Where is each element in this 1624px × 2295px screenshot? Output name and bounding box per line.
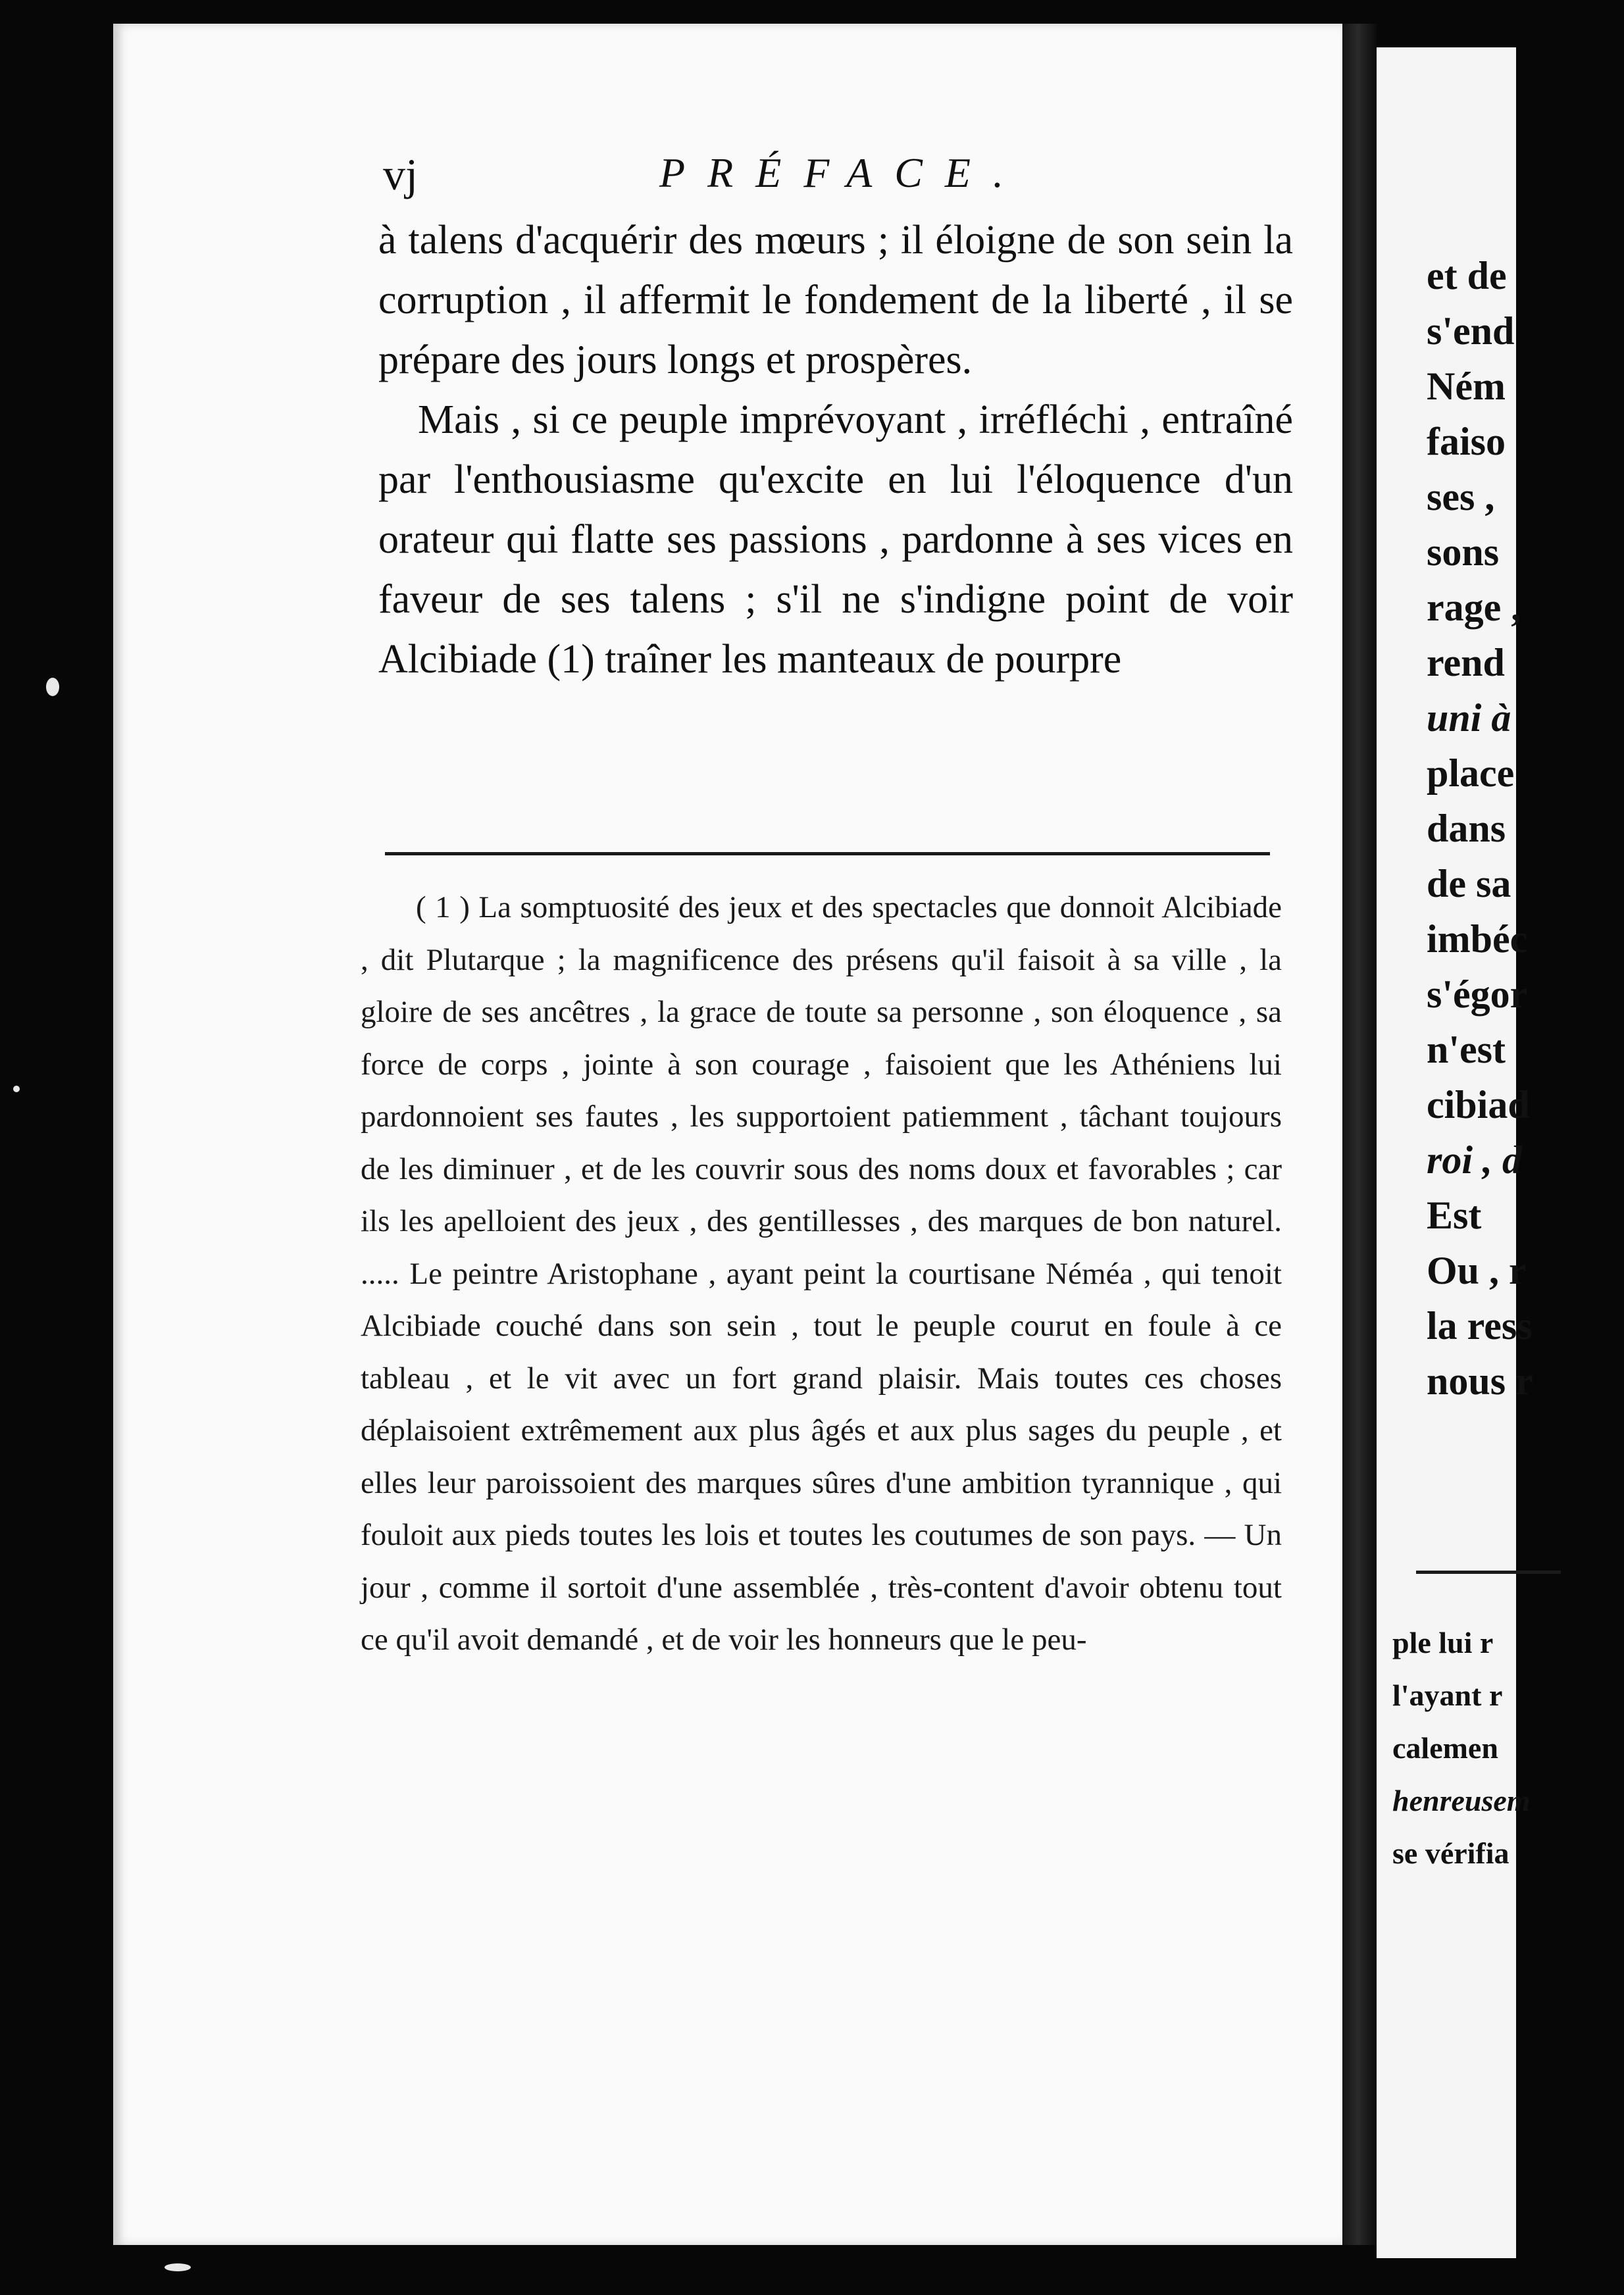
right-footnote-line: ple lui r — [1392, 1626, 1494, 1659]
right-line: Ném — [1427, 365, 1506, 408]
right-footnote-line: calemen — [1392, 1731, 1498, 1765]
right-page — [1377, 47, 1533, 2258]
footnote — [361, 882, 1282, 1667]
right-line: s'égor — [1427, 972, 1528, 1016]
right-footnote — [1392, 1617, 1590, 1880]
right-line: Est — [1427, 1194, 1482, 1237]
margin-speck — [165, 2263, 191, 2271]
right-line: rage , — [1427, 586, 1521, 629]
right-line: cibiad — [1427, 1083, 1530, 1126]
body-paragraph: à talens d'acquérir des mœurs ; il éloigne de son sein la corruption , il affermit le fondement de la liberté , il se prépare des jours longs et prospères. — [378, 218, 1293, 382]
right-line: faiso — [1427, 420, 1506, 463]
right-footnote-line: se vérifia — [1392, 1836, 1510, 1870]
right-page-text — [1427, 248, 1624, 1409]
right-line: dans — [1427, 807, 1506, 850]
margin-speck — [13, 1086, 20, 1092]
right-line: imbéc — [1427, 917, 1528, 961]
right-line: n'est — [1427, 1028, 1506, 1071]
right-line: rend — [1427, 641, 1505, 684]
page-number: vj — [383, 149, 418, 199]
right-line: s'end — [1427, 309, 1515, 353]
right-line: nous r — [1427, 1359, 1533, 1403]
footnote-rule — [385, 852, 1270, 855]
right-line: de sa — [1427, 862, 1511, 905]
right-line: place — [1427, 751, 1515, 795]
margin-speck — [46, 678, 59, 696]
footnote-text: ( 1 ) La somptuosité des jeux et des spectacles que donnoit Alcibiade , dit Plutarque ; la magnificence des présens qu'il faisoit à sa ville , la gloire de ses ancêtres , la grace de toute sa personne , son éloquence , sa force de corps , jointe à son courage , faisoient que les Athéniens lui pardonnoient ses fautes , les supportoient patiemment , tâchant toujours de les diminuer , et de les couvrir sous des noms doux et favorables ; car ils les apelloient des jeux , des gentillesses , des marques de bon naturel. ..... Le peintre Aristophane , ayant peint la courtisane Néméa , qui tenoit Alcibiade couché dans son sein , tout le peuple courut en foule à ce tableau , et le vit avec un fort grand plaisir. Mais toutes ces choses déplaisoient extrêmement aux plus âgés et aux plus sages du peuple , et elles leur paroissoient des marques sûres d'une ambition tyrannique , qui fouloit aux pieds toutes les lois et toutes les coutumes de son pays. — Un jour , comme il sortoit d'une assemblée , très-content d'avoir obtenu tout ce qu'il avoit demandé , et de voir les honneurs que le peu- — [361, 890, 1282, 1657]
right-line: Ou , r — [1427, 1249, 1527, 1292]
right-footnote-line: henreusem — [1392, 1784, 1531, 1817]
running-title: PRÉFACE. — [659, 149, 1026, 196]
right-line: ses , — [1427, 475, 1495, 518]
body-text — [378, 211, 1293, 690]
book-gutter — [1342, 24, 1377, 2245]
body-paragraph: Mais , si ce peuple imprévoyant , irréfléchi , entraîné par l'enthousiasme qu'excite en lui l'éloquence d'un orateur qui flatte ses passions , pardonne à ses vices en faveur de ses talens ; s'il ne s'indigne point de voir Alcibiade (1) traîner les manteaux de pourpre — [378, 397, 1293, 682]
right-line: roi , d — [1427, 1138, 1523, 1182]
right-footnote-rule — [1416, 1571, 1561, 1574]
right-line: la ress — [1427, 1304, 1533, 1348]
right-line: et de — [1427, 254, 1507, 297]
right-line: uni à — [1427, 696, 1511, 740]
right-line: sons — [1427, 530, 1500, 574]
right-footnote-line: l'ayant r — [1392, 1678, 1503, 1712]
